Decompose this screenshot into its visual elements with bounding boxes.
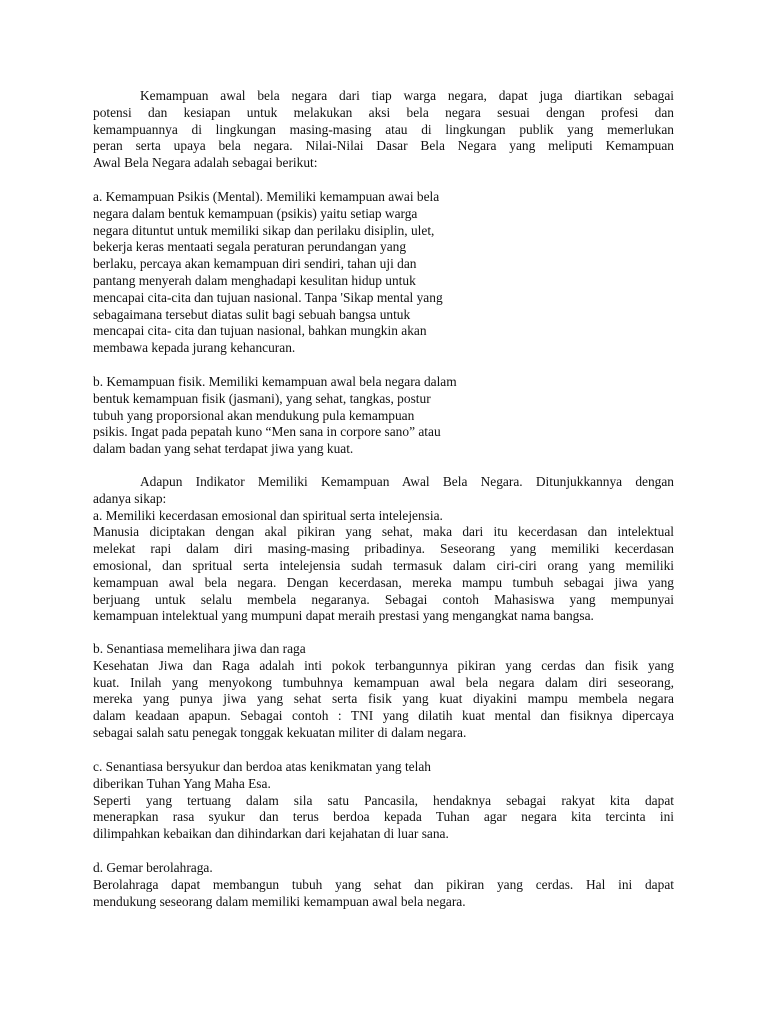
text-line: Kesehatan Jiwa dan Raga adalah inti pokok terbangunnya pikiran yang cerdas dan fisik yang — [93, 657, 674, 673]
text-line: membawa kepada jurang kehancuran. — [93, 340, 296, 356]
physical-ability-paragraph — [93, 374, 513, 458]
text-line: bekerja keras mentaati segala peraturan perundangan yang — [93, 239, 407, 255]
text-line: mencapai cita-cita dan tujuan nasional. Tanpa 'Sikap mental yang — [93, 289, 443, 305]
text-line: emosional, dan spritual serta intelejensia sudah termasuk dalam ciri-ciri orang yang memiliki — [93, 557, 674, 573]
point-c-heading: c. Senantiasa bersyukur dan berdoa atas kenikmatan yang telah — [93, 759, 431, 774]
text-line: b. Kemampuan fisik. Memiliki kemampuan awal bela negara dalam — [93, 374, 457, 389]
text-line: mendukung seseorang dalam memiliki kemampuan awal bela negara. — [93, 893, 466, 909]
text-line: Berolahraga dapat membangun tubuh yang sehat dan pikiran yang cerdas. Hal ini dapat — [93, 876, 674, 892]
intro-paragraph — [93, 88, 674, 172]
text-line: tubuh yang proporsional akan mendukung pula kemampuan — [93, 407, 415, 423]
point-d-section — [93, 860, 674, 910]
text-line: potensi dan kesiapan untuk melakukan aksi bela negara sesuai dengan profesi dan — [93, 104, 674, 120]
text-line: peran serta upaya bela negara. Nilai-Nilai Dasar Bela Negara yang meliputi Kemampuan — [93, 138, 674, 154]
text-line: negara dituntut untuk memiliki sikap dan perilaku disiplin, ulet, — [93, 222, 435, 238]
text-line: adanya sikap: — [93, 490, 167, 506]
point-a-heading: a. Memiliki kecerdasan emosional dan spiritual serta intelejensia. — [93, 507, 443, 523]
text-line: dilimpahkan kebaikan dan dihindarkan dari kejahatan di luar sana. — [93, 826, 449, 842]
text-line: sebagai salah satu penegak tonggak kekuatan militer di dalam negara. — [93, 724, 467, 740]
text-line: Awal Bela Negara adalah sebagai berikut: — [93, 155, 318, 171]
text-line: pantang menyerah dalam menghadapi kesulitan hidup untuk — [93, 272, 416, 288]
text-line: berjuang untuk selalu membela negaranya. Sebagai contoh Mahasiswa yang mempunyai — [93, 591, 674, 607]
point-b-heading: b. Senantiasa memelihara jiwa dan raga — [93, 641, 306, 656]
text-line: kemampuan intelektual yang mumpuni dapat meraih prestasi yang mengangkat nama bangsa. — [93, 608, 594, 624]
text-line: sebagaimana tersebut diatas sulit bagi sebuah bangsa untuk — [93, 306, 411, 322]
text-line: dalam badan yang sehat terdapat jiwa yang kuat. — [93, 441, 354, 457]
text-line: dalam keadaan apapun. Sebagai contoh : TNI yang dilatih kuat mental dan fisiknya dipercaya — [93, 708, 674, 724]
point-c-heading: diberikan Tuhan Yang Maha Esa. — [93, 775, 271, 791]
text-line: kemampuan awal bela negara. Dengan kecerdasan, mereka mampu tumbuh sebagai jiwa yang — [93, 574, 674, 590]
text-line: Seperti yang tertuang dalam sila satu Pancasila, hendaknya sebagai rakyat kita dapat — [93, 792, 674, 808]
indicator-section — [93, 474, 674, 625]
text-line: bentuk kemampuan fisik (jasmani), yang sehat, tangkas, postur — [93, 390, 431, 406]
text-line: menerapkan rasa syukur dan terus berdoa kepada Tuhan agar negara kita tercinta ini — [93, 809, 674, 825]
text-line: Manusia diciptakan dengan akal pikiran yang sehat, maka dari itu kecerdasan dan intelektual — [93, 524, 674, 540]
text-line: mencapai cita- cita dan tujuan nasional, bahkan mungkin akan — [93, 323, 427, 339]
text-line: kemampuannya di lingkungan masing-masing atau di lingkungan publik yang memerlukan — [93, 121, 674, 137]
text-line: a. Kemampuan Psikis (Mental). Memiliki kemampuan awai bela — [93, 189, 440, 204]
text-line: psikis. Ingat pada pepatah kuno “Men sana in corpore sano” atau — [93, 424, 441, 440]
mental-ability-paragraph — [93, 189, 503, 357]
text-line: mereka yang punya jiwa yang sehat serta fisik yang kuat diyakini mampu membela negara — [93, 691, 674, 707]
point-c-section — [93, 759, 674, 843]
text-line: Adapun Indikator Memiliki Kemampuan Awal Bela Negara. Ditunjukkannya dengan — [140, 474, 674, 489]
text-line: berlaku, percaya akan kemampuan diri sendiri, tahan uji dan — [93, 256, 417, 272]
text-line: kuat. Inilah yang menyokong tumbuhnya kemampuan awal bela negara dalam diri seseorang, — [93, 674, 674, 690]
text-line: melekat rapi dalam diri masing-masing pribadinya. Seseorang yang memiliki kecerdasan — [93, 541, 674, 557]
text-line: negara dalam bentuk kemampuan (psikis) yaitu setiap warga — [93, 205, 418, 221]
point-b-section — [93, 641, 674, 742]
point-d-heading: d. Gemar berolahraga. — [93, 860, 213, 875]
text-line: Kemampuan awal bela negara dari tiap warga negara, dapat juga diartikan sebagai — [140, 88, 674, 103]
